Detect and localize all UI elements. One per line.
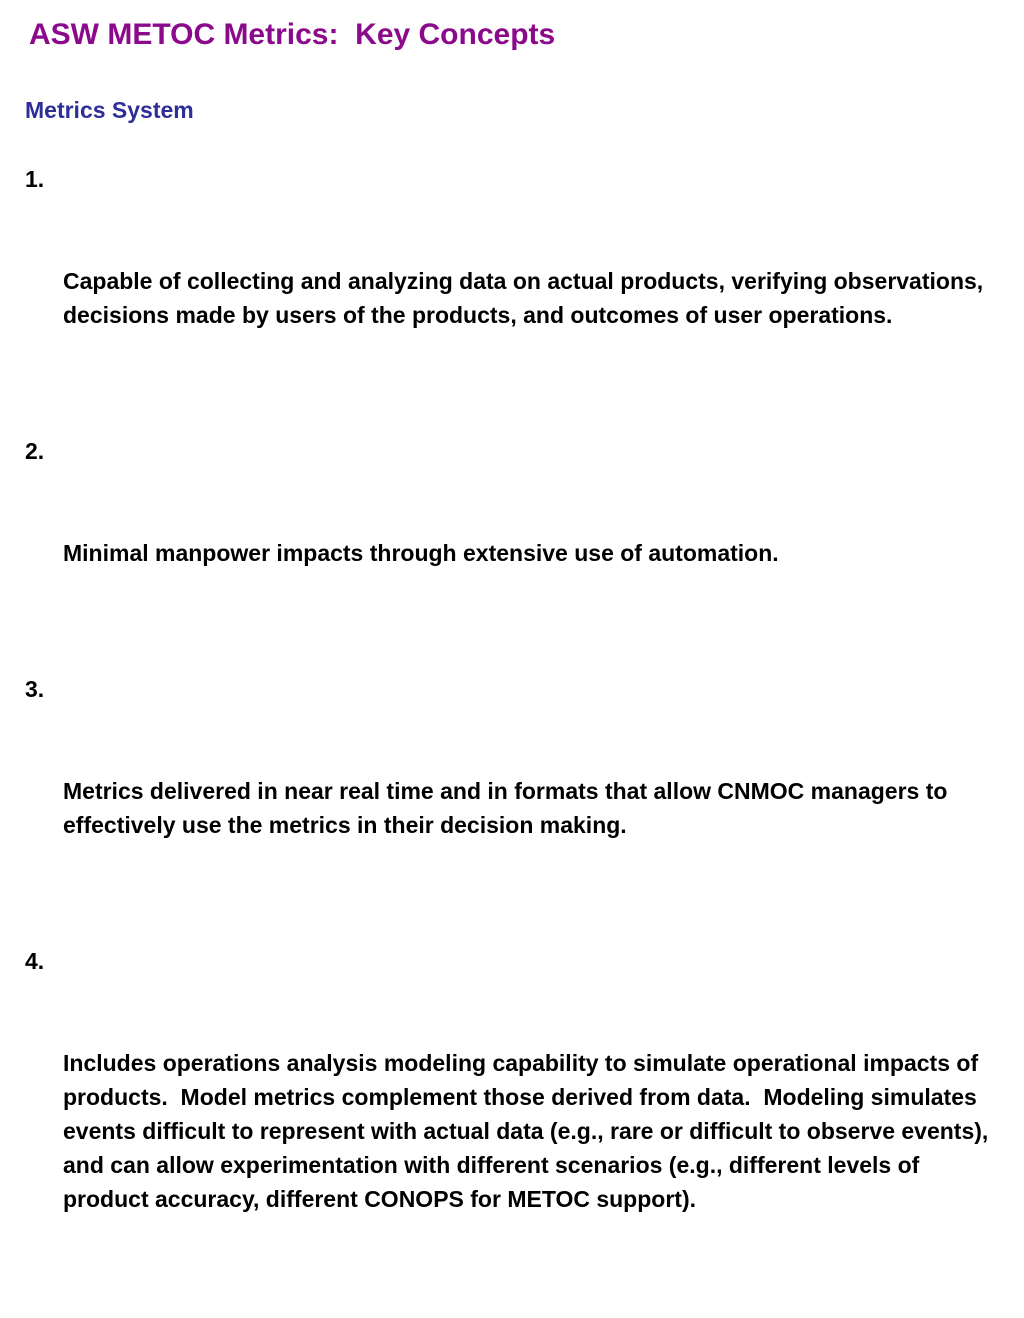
slide-title: ASW METOC Metrics: Key Concepts	[29, 18, 556, 51]
list-item	[25, 944, 1005, 1284]
item-text: Capable of collecting and analyzing data on actual products, verifying observations, decisions made by users of the products, and outcomes of user operations.	[63, 268, 990, 328]
item-text: Minimal manpower impacts through extensive use of automation.	[63, 540, 779, 566]
concept-list	[25, 162, 1005, 1318]
list-item	[25, 434, 1005, 638]
item-number: 1.	[25, 166, 45, 192]
item-number: 3.	[25, 676, 45, 702]
item-text: Metrics delivered in near real time and in formats that allow CNMOC managers to effectively use the metrics in their decision making.	[63, 778, 954, 838]
section-heading: Metrics System	[25, 97, 194, 123]
item-text: Includes operations analysis modeling capability to simulate operational impacts of products. Model metrics complement those derived from data. Modeling simulates events difficult to represent with actual data (e.g., rare or difficult to observe events), and can allow experimentation with different scenarios (e.g., different levels of product accuracy, different CONOPS for METOC support).	[63, 1050, 995, 1212]
item-number: 4.	[25, 948, 45, 974]
list-item	[25, 672, 1005, 910]
item-number: 2.	[25, 438, 45, 464]
list-item	[25, 162, 1005, 400]
